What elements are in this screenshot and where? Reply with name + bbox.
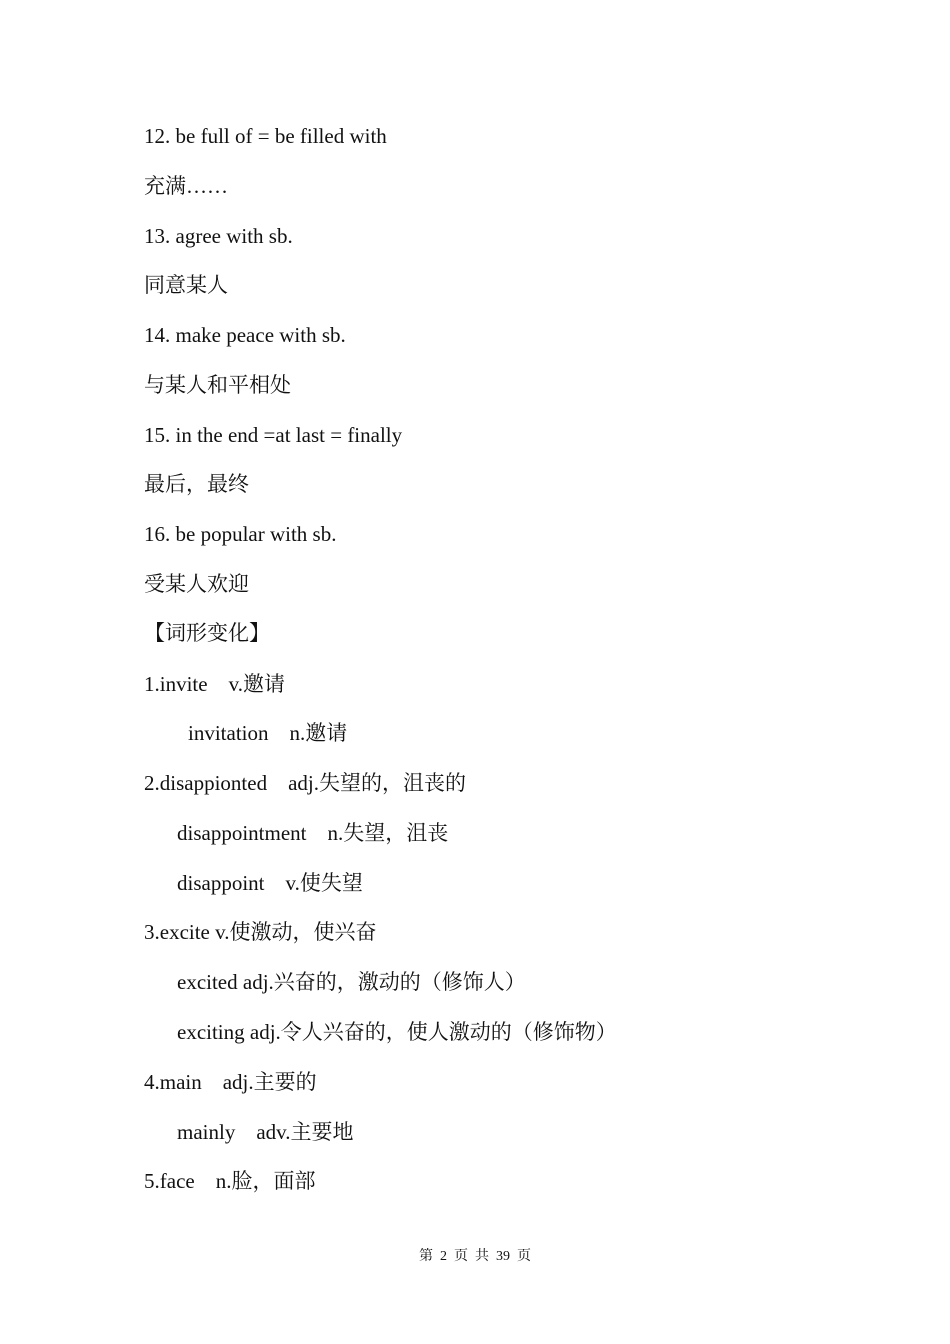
word-form-3-derivative-1: excited adj.兴奋的，激动的（修饰人） [177,970,526,994]
phrase-13-meaning: 同意某人 [144,273,228,297]
word-form-1: 1.invite v.邀请 [144,672,285,696]
word-form-3: 3.excite v.使激动，使兴奋 [144,920,377,944]
phrase-16: 16. be popular with sb. [144,522,337,546]
word-form-4: 4.main adj.主要的 [144,1070,317,1094]
phrase-12-meaning: 充满…… [144,174,228,198]
phrase-14: 14. make peace with sb. [144,323,346,347]
word-form-3-derivative-2: exciting adj.令人兴奋的，使人激动的（修饰物） [177,1020,617,1044]
section-heading-word-forms: 【词形变化】 [144,621,270,645]
phrase-15-meaning: 最后，最终 [144,472,249,496]
word-form-2-derivative-1: disappointment n.失望，沮丧 [177,821,449,845]
word-form-1-derivative: invitation n.邀请 [188,721,348,745]
word-form-4-derivative: mainly adv.主要地 [177,1120,354,1144]
word-form-2-derivative-2: disappoint v.使失望 [177,871,363,895]
phrase-13: 13. agree with sb. [144,224,293,248]
phrase-16-meaning: 受某人欢迎 [144,572,249,596]
word-form-5: 5.face n.脸，面部 [144,1169,316,1193]
word-form-2: 2.disappionted adj.失望的，沮丧的 [144,771,466,795]
phrase-15: 15. in the end =at last = finally [144,423,403,447]
phrase-14-meaning: 与某人和平相处 [144,373,291,397]
page-number-footer: 第 2 页 共 39 页 [419,1249,531,1264]
phrase-12: 12. be full of = be filled with [144,124,387,148]
